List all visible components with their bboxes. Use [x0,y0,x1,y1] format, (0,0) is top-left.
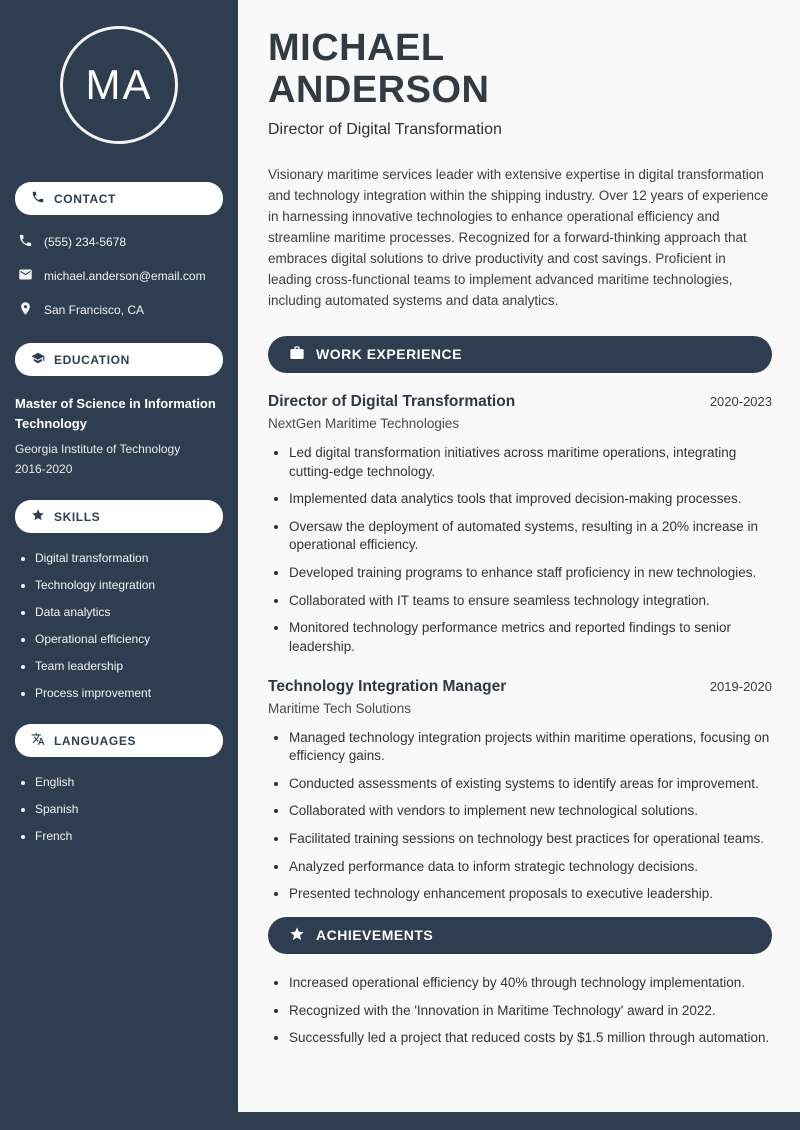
contact-phone [15,233,223,251]
graduation-cap-icon [31,351,45,368]
achievements-section-header [268,917,772,954]
job-entry [268,393,772,657]
job-company: NextGen Maritime Technologies [268,415,460,431]
job-dates: 2019-2020 [709,678,772,694]
job-dates: 2020-2023 [709,393,772,409]
achievement-bullet: • Successfully led a project that reduced costs by $1.5 million through automation. [289,1029,772,1048]
achievements-header-label: ACHIEVEMENTS [316,927,434,944]
skills-section-header [15,500,223,533]
job-entry [268,678,772,904]
job-bullet-list [268,444,772,657]
job-bullet: • Analyzed performance data to inform strategic technology decisions. [289,858,772,877]
language-item: • French [35,829,223,843]
briefcase-icon [289,345,305,364]
skill-item: • Process improvement [35,686,223,700]
work-experience-section-header [268,336,772,373]
language-item: • English [35,775,223,789]
contact-email [15,267,223,285]
footer-bar [0,1112,800,1130]
skill-item: • Technology integration [35,578,223,592]
education-header-label: EDUCATION [54,352,130,367]
education-entry [15,394,223,476]
avatar [60,26,178,144]
avatar-initials: MA [85,61,153,108]
language-item: • Spanish [35,802,223,816]
education-school: Georgia Institute of Technology [15,442,181,456]
job-bullet: • Presented technology enhancement proposals to executive leadership. [289,885,772,904]
phone-icon [18,233,33,251]
job-bullet: • Conducted assessments of existing systems to identify areas for improvement. [289,775,772,794]
job-bullet: • Oversaw the deployment of automated systems, resulting in a 20% increase in operational efficiency. [289,518,772,555]
skill-item: • Data analytics [35,605,223,619]
education-section-header [15,343,223,376]
contact-section-header [15,182,223,215]
job-bullet: • Implemented data analytics tools that improved decision-making processes. [289,490,772,509]
achievement-bullet: • Recognized with the 'Innovation in Maritime Technology' award in 2022. [289,1002,772,1021]
job-bullet: • Monitored technology performance metrics and reported findings to senior leadership. [289,619,772,656]
job-bullet: • Collaborated with vendors to implement new technological solutions. [289,802,772,821]
contact-location-value: San Francisco, CA [44,303,145,317]
job-header [268,678,772,696]
skill-item: • Digital transformation [35,551,223,565]
job-bullet: • Led digital transformation initiatives across maritime operations, integrating cutting-edge technology. [289,444,772,481]
contact-list [15,233,223,319]
contact-header-label: CONTACT [54,191,116,206]
job-header [268,393,772,411]
skills-list [15,551,223,700]
contact-email-value: michael.anderson@email.com [44,269,206,283]
languages-header-label: LANGUAGES [54,733,137,748]
skills-header-label: SKILLS [54,509,101,524]
work-experience-header-label: WORK EXPERIENCE [316,346,462,363]
email-icon [18,267,33,285]
candidate-headline: Director of Digital Transformation [268,120,502,138]
job-bullet: • Facilitated training sessions on technology best practices for operational teams. [289,830,772,849]
location-icon [18,301,33,319]
education-years: 2016-2020 [15,462,73,476]
job-bullet-list [268,729,772,904]
phone-icon [31,190,45,207]
star-icon [289,926,305,945]
achievement-bullet: • Increased operational efficiency by 40% through technology implementation. [289,974,772,993]
job-company: Maritime Tech Solutions [268,700,412,716]
contact-phone-value: (555) 234-5678 [44,235,127,249]
job-bullet: • Developed training programs to enhance staff proficiency in new technologies. [289,564,772,583]
education-degree: Master of Science in Information Technology [15,396,216,431]
job-title: Technology Integration Manager [268,677,507,695]
sidebar [0,0,238,1112]
contact-location [15,301,223,319]
languages-list [15,775,223,843]
job-title: Director of Digital Transformation [268,392,516,410]
star-icon [31,508,45,525]
skill-item: • Operational efficiency [35,632,223,646]
main-column [238,0,800,1112]
job-bullet: • Managed technology integration projects within maritime operations, focusing on efficiency gains. [289,729,772,766]
candidate-last-name: ANDERSON [268,68,490,111]
achievements-list [268,974,772,1048]
candidate-first-name: MICHAEL [268,27,445,69]
job-bullet: • Collaborated with IT teams to ensure seamless technology integration. [289,592,772,611]
professional-summary: Visionary maritime services leader with extensive expertise in digital transformation and technology integration within the shipping industry. Over 12 years of experience in harnessing innovative technologies to enhance operational efficiency and streamline maritime processes. Recognized for a forward-thinking approach that embraces digital solutions to drive productivity and cost savings. Proficient in leading cross-functional teams to implement advanced maritime technologies, including automated systems and data analytics. [268,166,769,308]
candidate-name [268,28,772,112]
languages-section-header [15,724,223,757]
translate-icon [31,732,45,749]
skill-item: • Team leadership [35,659,223,673]
